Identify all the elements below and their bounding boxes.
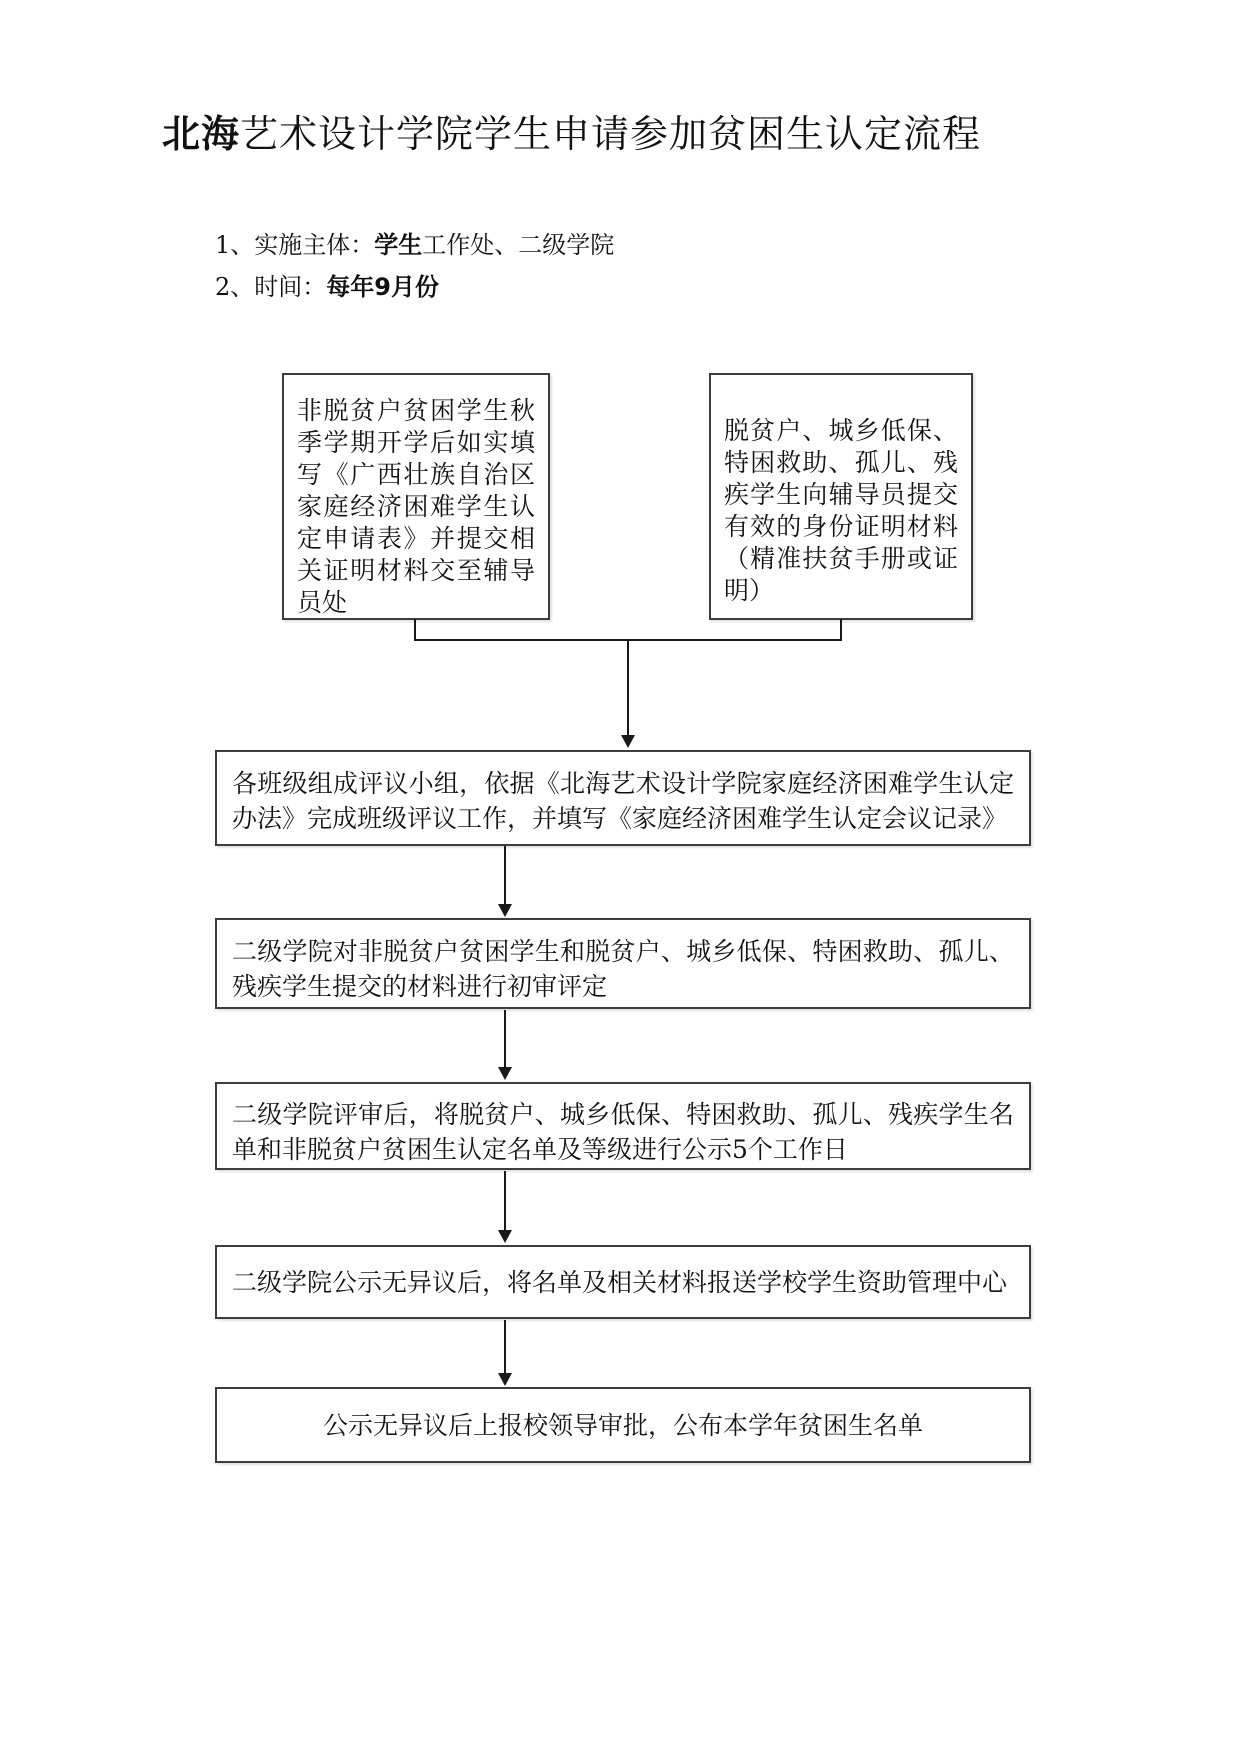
flow-box-class-review: 各班级组成评议小组，依据《北海艺术设计学院家庭经济困难学生认定办法》完成班级评议工作，并填写《家庭经济困难学生认定会议记录》 [215, 750, 1031, 846]
note-1-rest: 工作处、二级学院 [422, 231, 615, 259]
flow-box-final-approval: 公示无异议后上报校领导审批，公布本学年贫困生名单 [215, 1387, 1031, 1463]
connector-stub-right [840, 619, 842, 641]
note-implementer [215, 229, 614, 261]
arrow-down-icon-4 [504, 1171, 506, 1230]
flow-box-preliminary-review: 二级学院对非脱贫户贫困学生和脱贫户、城乡低保、特困救助、孤儿、残疾学生提交的材料进行初审评定 [215, 918, 1031, 1009]
note-time [215, 271, 439, 303]
note-1-label: 实施主体： [254, 231, 375, 259]
flow-box-non-poverty-students: 非脱贫户贫困学生秋季学期开学后如实填写《广西壮族自治区家庭经济困难学生认定申请表》并提交相关证明材料交至辅导员处 [282, 373, 550, 620]
flow-box-report-to-center: 二级学院公示无异议后，将名单及相关材料报送学校学生资助管理中心 [215, 1245, 1031, 1319]
arrow-down-icon-5 [504, 1320, 506, 1373]
flow-box-publicity-period: 二级学院评审后，将脱贫户、城乡低保、特困救助、孤儿、残疾学生名单和非脱贫户贫困生认定名单及等级进行公示5个工作日 [215, 1082, 1031, 1170]
arrow-down-icon-3 [504, 1010, 506, 1067]
note-2-bold: 每年9月份 [326, 273, 439, 301]
note-1-bold: 学生 [374, 231, 423, 259]
arrow-down-icon-1 [627, 640, 629, 735]
page-title [162, 112, 981, 158]
flow-box-poverty-relief-students: 脱贫户、城乡低保、特困救助、孤儿、残疾学生向辅导员提交有效的身份证明材料（精准扶贫手册或证明） [709, 373, 973, 620]
note-2-label: 时间： [254, 273, 327, 301]
connector-stub-left [414, 619, 416, 641]
arrow-down-icon-2 [504, 846, 506, 904]
title-rest-part: 艺术设计学院学生申请参加贫困生认定流程 [240, 112, 982, 156]
note-2-number: 2、 [215, 273, 255, 301]
note-1-number: 1、 [215, 231, 255, 259]
title-bold-part: 北海 [162, 112, 241, 156]
